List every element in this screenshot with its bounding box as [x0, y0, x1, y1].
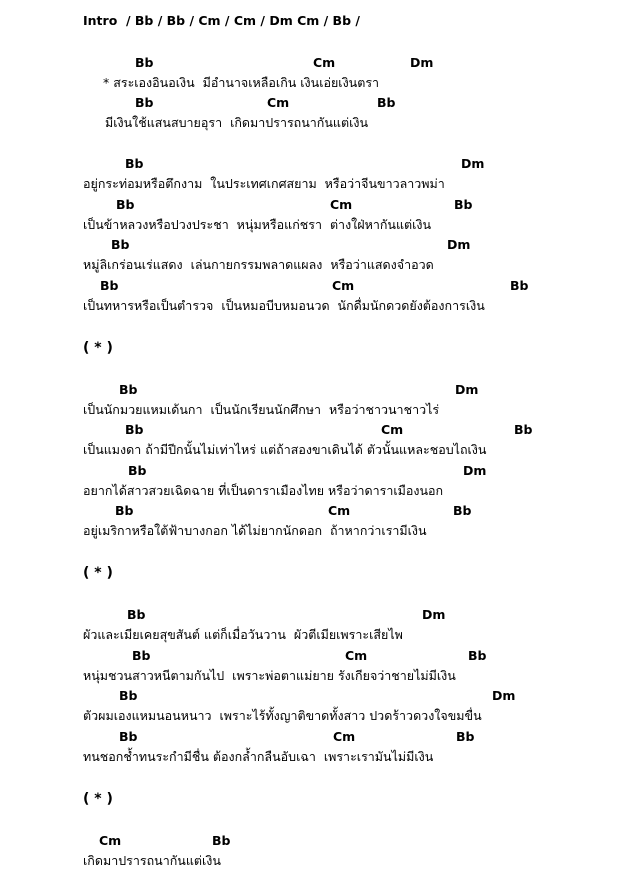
chord: Dm: [463, 463, 487, 478]
chord: Bb: [212, 833, 231, 848]
chord: Dm: [455, 382, 479, 397]
chord: Dm: [422, 607, 446, 622]
chord: Cm: [99, 833, 122, 848]
lyric-line: เกิดมาปรารถนากันแต่เงิน: [83, 853, 221, 868]
chord: Bb: [132, 648, 151, 663]
chord: Bb: [135, 55, 154, 70]
chorus-reference: ( * ): [83, 565, 113, 581]
lyric-line: เป็นทหารหรือเป็นตำรวจ เป็นหมอบีบหมอนวด นักดื่มนักดวดยังต้องการเงิน: [83, 298, 485, 313]
chord: Cm: [267, 95, 290, 110]
chord: Cm: [328, 503, 351, 518]
chorus-reference: ( * ): [83, 340, 113, 356]
chord: Bb: [468, 648, 487, 663]
chord: Bb: [119, 729, 138, 744]
chord: Dm: [410, 55, 434, 70]
chord: Bb: [111, 237, 130, 252]
chord: Cm: [381, 422, 404, 437]
chord: Bb: [135, 95, 154, 110]
chord: Dm: [447, 237, 471, 252]
chord: Bb: [377, 95, 396, 110]
chord: Cm: [332, 278, 355, 293]
lyric-line: เป็นข้าหลวงหรือปวงประชา หนุ่มหรือแก่ชรา ต่างใฝ่หากันแต่เงิน: [83, 217, 432, 232]
chord: Dm: [492, 688, 516, 703]
lyric-line: ทนชอกช้ำทนระกำมีชื่น ต้องกล้ำกลืนอับเฉา เพราะเรามันไม่มีเงิน: [83, 749, 434, 764]
lyric-line: อยู่กระท่อมหรือตึกงาม ในประเทศเกศสยาม หรือว่าจีนขาวลาวพม่า: [83, 176, 445, 191]
chord: Bb: [454, 197, 473, 212]
lyric-line: เป็นนักมวยแหมเด้นกา เป็นนักเรียนนักศึกษา หรือว่าชาวนาชาวไร่: [83, 402, 440, 417]
chord: Bb: [119, 688, 138, 703]
chord: Bb: [510, 278, 529, 293]
intro-line: Intro / Bb / Bb / Cm / Cm / Dm Cm / Bb /: [83, 13, 360, 28]
chord: Bb: [125, 422, 144, 437]
chord: Cm: [345, 648, 368, 663]
chord: Bb: [128, 463, 147, 478]
chord: Bb: [456, 729, 475, 744]
lyric-line: อยู่เมริกาหรือใต้ฟ้าบางกอก ได้ไม่ยากนักดอก ถ้าหากว่าเรามีเงิน: [83, 523, 427, 538]
chord: Dm: [461, 156, 485, 171]
chord: Bb: [100, 278, 119, 293]
chord: Bb: [116, 197, 135, 212]
chord: Bb: [115, 503, 134, 518]
lyric-line: ผัวและเมียเคยสุขสันต์ แต่ก็เมื่อวันวาน ผัวตีเมียเพราะเสียไพ: [83, 627, 403, 642]
chord: Bb: [125, 156, 144, 171]
chord: Bb: [514, 422, 533, 437]
lyric-line: เป็นแมงดา ถ้ามีปีกนั้นไม่เท่าไหร่ แต่ถ้าสองขาเดินได้ ตัวนั้นแหละชอบไถเงิน: [83, 442, 487, 457]
chorus-reference: ( * ): [83, 791, 113, 807]
chord: Bb: [119, 382, 138, 397]
chord: Bb: [453, 503, 472, 518]
lyric-line: หมู่ลิเกร่อนเร่แสดง เล่นกายกรรมพลาดแผลง หรือว่าแสดงจำอวด: [83, 257, 434, 272]
lyric-line: * สระเองอินอเงิน มีอำนาจเหลือเกิน เงินเอ่ยเงินตรา: [103, 75, 380, 90]
chord: Cm: [333, 729, 356, 744]
lyric-line: อยากได้สาวสวยเฉิดฉาย ที่เป็นดาราเมืองไทย หรือว่าดาราเมืองนอก: [83, 483, 444, 498]
lyric-line: มีเงินใช้แสนสบายอุรา เกิดมาปรารถนากันแต่เงิน: [105, 115, 369, 130]
lyric-line: หนุ่มชวนสาวหนีตามกันไป เพราะพ่อตาแม่ยาย รังเกียจว่าชายไม่มีเงิน: [83, 668, 456, 683]
chord: Cm: [313, 55, 336, 70]
lyric-line: ตัวผมเองแหมนอนหนาว เพราะไร้ทั้งญาติขาดทั้งสาว ปวดร้าวดวงใจขมขื่น: [83, 708, 482, 723]
chord: Cm: [330, 197, 353, 212]
chord: Bb: [127, 607, 146, 622]
